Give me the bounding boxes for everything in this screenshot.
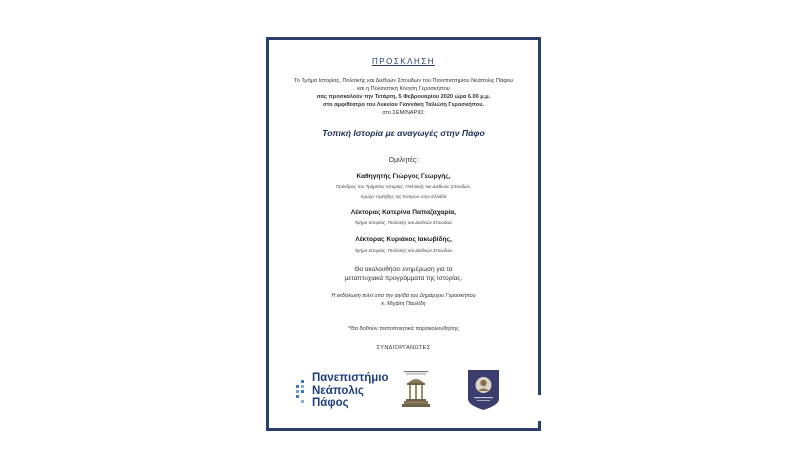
aegis-line: Η εκδήλωση τελεί υπό την αιγίδα του Δημάρχου Γεροσκήπου <box>331 293 476 299</box>
intro-line: και η Πολιτιστική Κίνηση Γεροσκήπου <box>357 86 450 92</box>
followup-line: Θα ακολουθήσει ενημέρωση για τα <box>354 266 453 273</box>
speaker-name: Λέκτορας Κατερίνα Παπαζαχαρία, <box>350 209 457 216</box>
seminar-title: Τοπική Ιστορία με αναγωγές στην Πάφο <box>322 128 485 138</box>
intro-line-venue: στο αμφιθέατρο του Λυκείου Γιαννάκη Ταλιώτη Γεροσκήπου. <box>322 102 485 108</box>
cultural-movement-logo <box>399 369 433 411</box>
certificate-note: *Θα δοθούν πιστοποιητικά παρακολούθησης <box>348 326 459 332</box>
followup-line: μεταπτυχιακά προγράμματα της Ιστορίας. <box>344 275 463 282</box>
speaker-role: Πρόεδρος του Τμήματος Ιστορίας, Πολιτικής και Διεθνών Σπουδών, <box>335 184 472 189</box>
university-name-line: Νεάπολις <box>312 384 364 397</box>
logo-dots-icon <box>296 380 310 404</box>
speaker-name: Λέκτορας Κυριάκος Ιακωβίδης, <box>355 236 452 243</box>
speaker-role: Τμήμα Ιστορίας, Πολιτικής και Διεθνών Σπουδών <box>354 248 453 253</box>
university-name-line: Πανεπιστήμιο <box>312 372 389 384</box>
intro-line-seminar: στο ΣΕΜΙΝΑΡΙΟ: <box>382 110 425 116</box>
intro-line-date: σας προσκαλούν την Τετάρτη, 5 Φεβρουαρίου 2020 ώρα 6.00 μ.μ. <box>316 94 491 100</box>
co-organizers-heading: ΣΥΝΔΙΟΡΓΑΝΩΤΕΣ <box>376 345 431 351</box>
lyceum-shield-logo <box>467 369 500 411</box>
speaker-role: πρώην πρέσβης της Κύπρου στην Ελλάδα <box>360 194 447 199</box>
speaker-name: Καθηγητής Γιώργος Γεωργής, <box>356 173 451 180</box>
monument-icon <box>399 369 433 411</box>
invitation-title: ΠΡΟΣΚΛΗΣΗ <box>372 57 435 66</box>
frame-notch <box>537 395 541 421</box>
aegis-line: κ. Μιχάλη Παυλίδη <box>381 301 426 307</box>
neapolis-university-logo <box>296 372 388 410</box>
speakers-heading: Ομιλητές: <box>388 157 419 164</box>
intro-line: Το Τμήμα Ιστορίας, Πολιτικής και Διεθνών Σπουδών του Πανεπιστημίου Νεάπολις Πάφου <box>293 78 514 84</box>
speaker-role: Τμήμα Ιστορίας, Πολιτικής και Διεθνών Σπουδών <box>354 220 453 225</box>
shield-icon <box>467 369 500 411</box>
university-name-line: Πάφος <box>312 397 349 409</box>
